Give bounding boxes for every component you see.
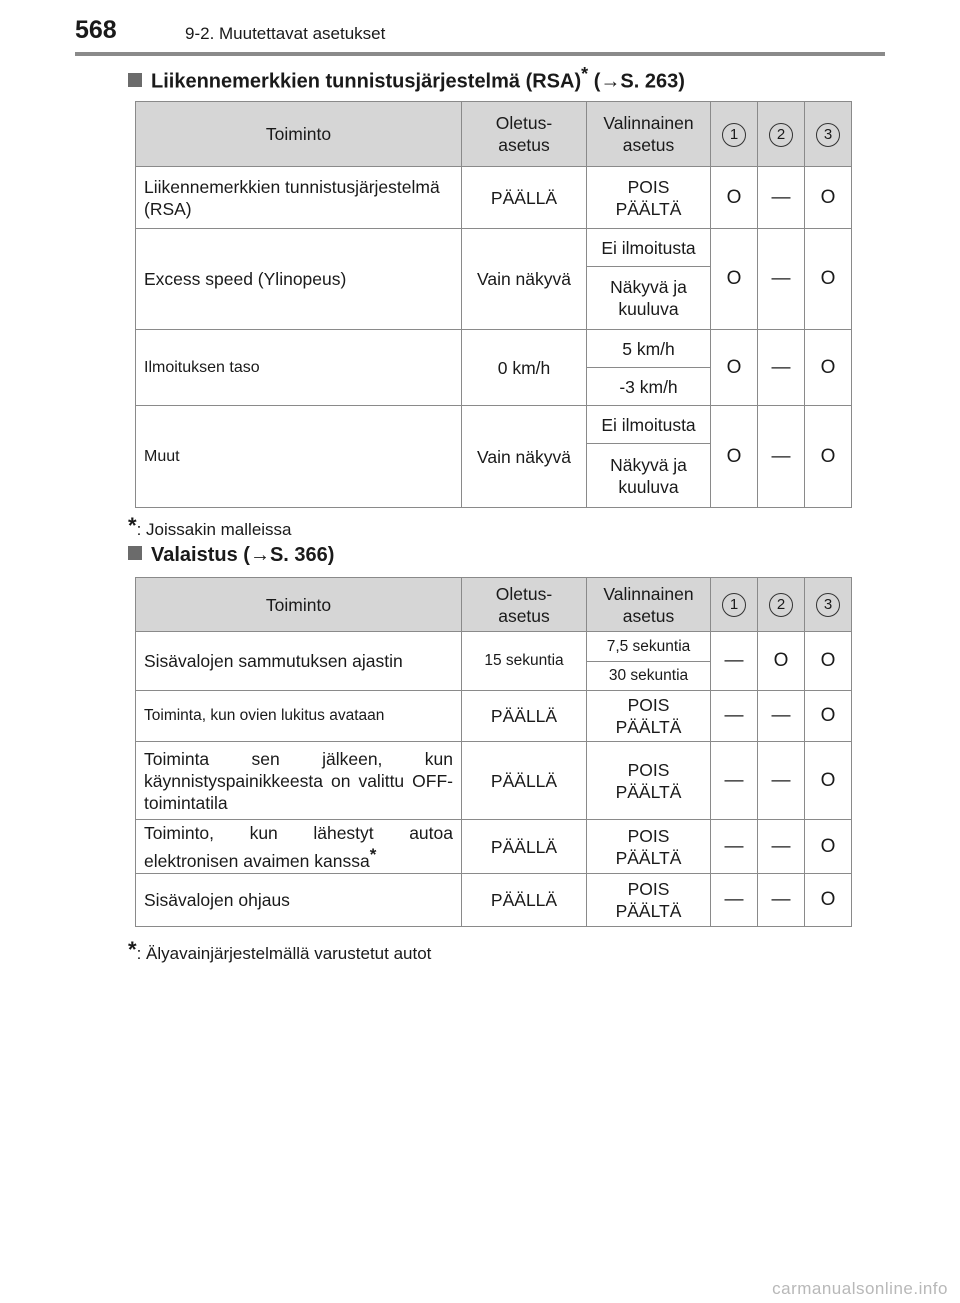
mark-cell: — [758, 406, 805, 508]
mark-cell: — [711, 874, 758, 927]
column-header [711, 102, 758, 167]
option-cell: 5 km/h [587, 330, 711, 368]
circled-number: 1 [722, 123, 746, 147]
option-cell: Ei ilmoitusta [587, 229, 711, 267]
table-row [136, 691, 852, 742]
column-header [805, 578, 852, 632]
function-cell: Ilmoituksen taso [136, 330, 462, 406]
table-header-row [136, 578, 852, 632]
column-header [758, 102, 805, 167]
mark-cell: O [711, 330, 758, 406]
table-row [136, 820, 852, 874]
table-row [136, 742, 852, 820]
option-cell: POIS PÄÄLTÄ [587, 742, 711, 820]
function-cell: Toiminta, kun ovien lukitus avataan [136, 691, 462, 742]
table-header-row [136, 102, 852, 167]
page-number: 568 [75, 16, 117, 44]
column-header [805, 102, 852, 167]
mark-cell: O [805, 874, 852, 927]
mark-cell: O [805, 406, 852, 508]
mark-cell: O [711, 406, 758, 508]
mark-cell: — [758, 167, 805, 229]
default-cell: PÄÄLLÄ [462, 874, 587, 927]
option-cell: Näkyvä ja kuuluva [587, 267, 711, 330]
function-cell: Toiminta sen jälkeen, kun käynnistyspainikkeesta on valittu OFF-toimintatila [136, 742, 462, 820]
table-row [136, 874, 852, 927]
circled-number: 2 [769, 123, 793, 147]
section-heading-rsa: Liikennemerkkien tunnistusjärjestelmä (RSA)* (→S. 263) [128, 64, 685, 94]
mark-cell: — [711, 691, 758, 742]
column-header [711, 578, 758, 632]
mark-cell: O [805, 691, 852, 742]
option-cell: POIS PÄÄLTÄ [587, 874, 711, 927]
footnote-smart-key: *: Älyavainjärjestelmällä varustetut autot [128, 937, 432, 963]
footnote-rsa: *: Joissakin malleissa [128, 513, 292, 539]
page-header [75, 14, 885, 56]
option-cell: -3 km/h [587, 368, 711, 406]
default-cell: PÄÄLLÄ [462, 742, 587, 820]
mark-cell: — [758, 874, 805, 927]
function-cell: Sisävalojen ohjaus [136, 874, 462, 927]
function-cell: Liikennemerkkien tunnistusjärjestelmä (RSA) [136, 167, 462, 229]
function-cell: Muut [136, 406, 462, 508]
circled-number: 3 [816, 593, 840, 617]
option-cell: POIS PÄÄLTÄ [587, 691, 711, 742]
square-bullet-icon [128, 73, 142, 87]
mark-cell: — [758, 820, 805, 874]
option-cell: POIS PÄÄLTÄ [587, 167, 711, 229]
column-header: Valinnainen asetus [587, 102, 711, 167]
mark-cell: — [711, 742, 758, 820]
mark-cell: O [805, 229, 852, 330]
mark-cell: O [711, 229, 758, 330]
column-header: Toiminto [136, 102, 462, 167]
mark-cell: — [758, 691, 805, 742]
rsa-settings-table [135, 101, 852, 508]
section-heading-lighting: Valaistus (→S. 366) [128, 544, 334, 567]
table-row [136, 167, 852, 229]
watermark: carmanualsonline.info [772, 1279, 948, 1298]
default-cell: PÄÄLLÄ [462, 691, 587, 742]
default-cell: 15 sekuntia [462, 632, 587, 691]
lighting-settings-table [135, 577, 852, 927]
function-cell: Excess speed (Ylinopeus) [136, 229, 462, 330]
mark-cell: O [805, 167, 852, 229]
table-row [136, 330, 852, 368]
circled-number: 3 [816, 123, 840, 147]
option-cell: 7,5 sekuntia [587, 632, 711, 662]
table-row [136, 406, 852, 444]
mark-cell: — [711, 820, 758, 874]
default-cell: PÄÄLLÄ [462, 167, 587, 229]
option-cell: Näkyvä ja kuuluva [587, 444, 711, 508]
mark-cell: — [711, 632, 758, 691]
column-header: Oletus- asetus [462, 102, 587, 167]
mark-cell: — [758, 229, 805, 330]
default-cell: Vain näkyvä [462, 406, 587, 508]
page-reference: (→S. 263) [593, 70, 685, 93]
function-cell: Sisävalojen sammutuksen ajastin [136, 632, 462, 691]
column-header: Valinnainen asetus [587, 578, 711, 632]
default-cell: 0 km/h [462, 330, 587, 406]
option-cell: Ei ilmoitusta [587, 406, 711, 444]
table-row [136, 229, 852, 267]
mark-cell: — [758, 330, 805, 406]
table-row [136, 632, 852, 662]
function-cell: Toiminto, kun lähestyt autoa elektronisen avaimen kanssa* [136, 820, 462, 874]
mark-cell: — [758, 742, 805, 820]
mark-cell: O [805, 820, 852, 874]
option-cell: POIS PÄÄLTÄ [587, 820, 711, 874]
mark-cell: O [758, 632, 805, 691]
default-cell: PÄÄLLÄ [462, 820, 587, 874]
mark-cell: O [711, 167, 758, 229]
mark-cell: O [805, 330, 852, 406]
chapter-title: 9-2. Muutettavat asetukset [185, 24, 386, 43]
mark-cell: O [805, 742, 852, 820]
option-cell: 30 sekuntia [587, 662, 711, 691]
page-reference: (→S. 366) [243, 544, 335, 566]
circled-number: 2 [769, 593, 793, 617]
mark-cell: O [805, 632, 852, 691]
circled-number: 1 [722, 593, 746, 617]
default-cell: Vain näkyvä [462, 229, 587, 330]
column-header [758, 578, 805, 632]
column-header: Oletus- asetus [462, 578, 587, 632]
column-header: Toiminto [136, 578, 462, 632]
square-bullet-icon [128, 546, 142, 560]
